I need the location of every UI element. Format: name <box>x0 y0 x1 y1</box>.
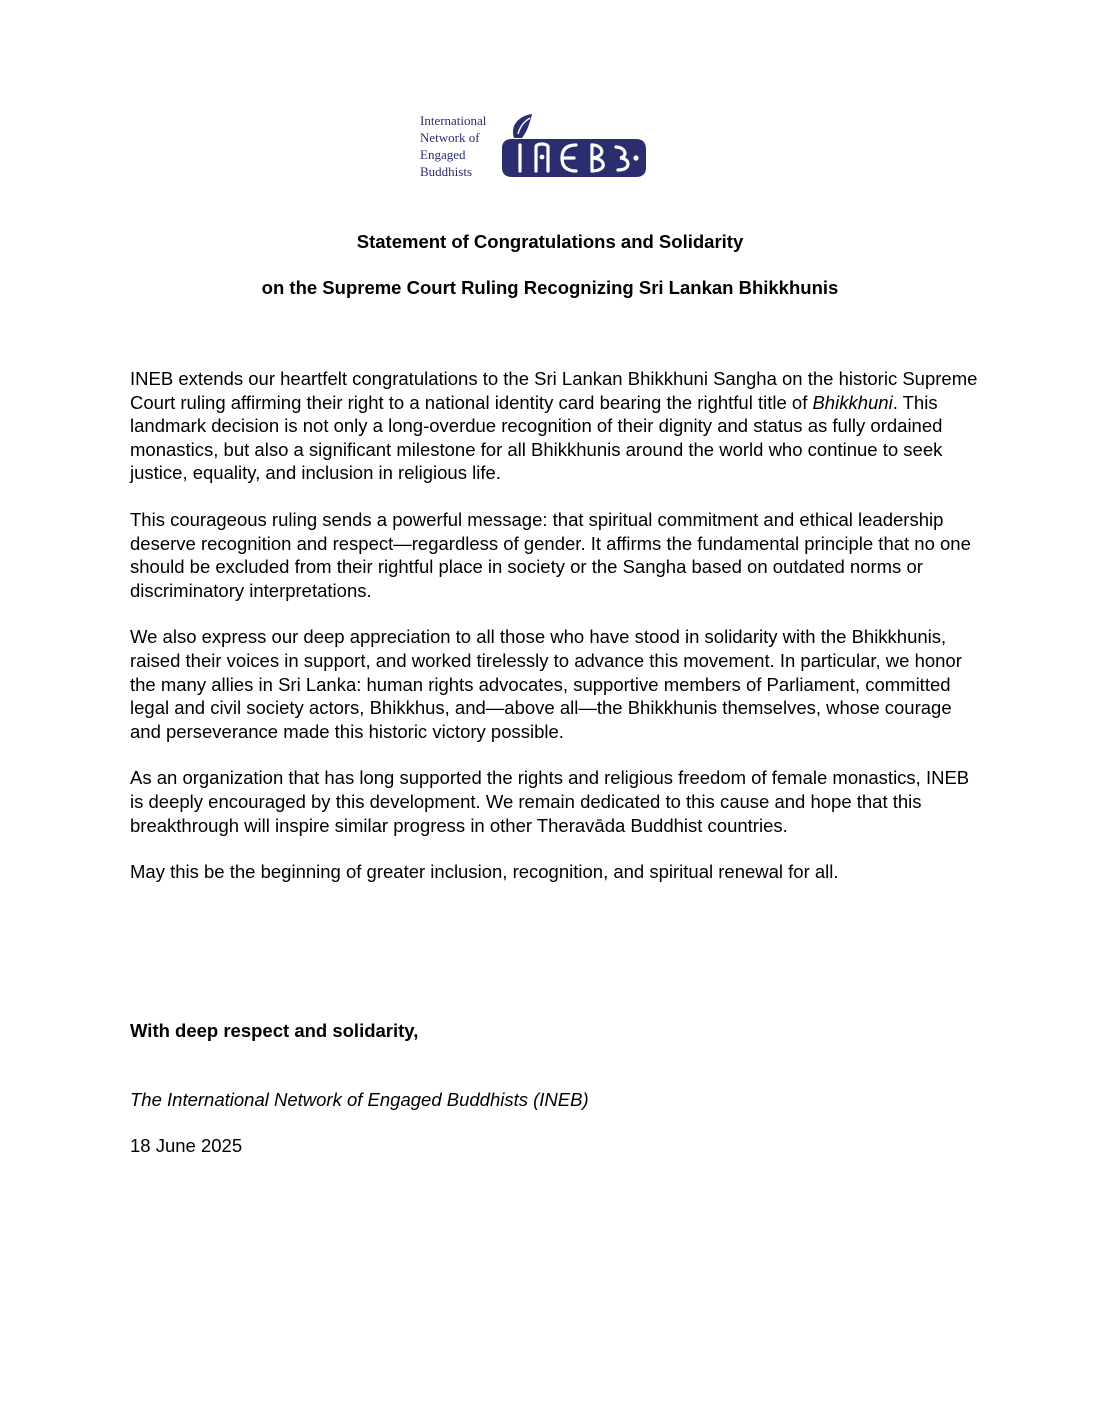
paragraph-1 <box>130 367 980 485</box>
logo-text-line: International <box>420 113 487 128</box>
logo-text-line: Buddhists <box>420 164 473 179</box>
ineb-emblem-icon <box>500 112 648 180</box>
logo-text-line: Engaged <box>420 147 466 162</box>
paragraph-5: May this be the beginning of greater inclusion, recognition, and spiritual renewal for all. <box>130 861 839 883</box>
signature: The International Network of Engaged Buddhists (INEB) <box>130 1089 589 1110</box>
statement-subtitle: on the Supreme Court Ruling Recognizing Sri Lankan Bhikkhunis <box>261 277 839 298</box>
paragraph-1-text-end: . This landmark decision is not only a long-overdue recognition of their dignity and status as fully ordained monastics, but also a significant milestone for all Bhikkhunis around the world who continue to seek justice, equality, and inclusion in religious life. <box>130 391 943 484</box>
bhikkhuni-emphasis: Bhikkhuni <box>812 391 893 413</box>
statement-date: 18 June 2025 <box>130 1135 243 1156</box>
ineb-logo <box>420 112 650 182</box>
paragraph-1-text-start: INEB extends our heartfelt congratulations to the Sri Lankan Bhikkhuni Sangha on the historic Supreme Court ruling affirming their right to a national identity card bearing the rightful title of <box>130 368 978 413</box>
statement-title: Statement of Congratulations and Solidarity <box>356 231 744 252</box>
paragraph-3: We also express our deep appreciation to all those who have stood in solidarity with the Bhikkhunis, raised their voices in support, and worked tirelessly to advance this movement. In particular, we honor the many allies in Sri Lanka: human rights advocates, supportive members of Parliament, committed legal and civil society actors, Bhikkhus, and—above all—the Bhikkhunis themselves, whose courage and perseverance made this historic victory possible. <box>130 626 962 742</box>
paragraph-4: As an organization that has long supported the rights and religious freedom of female monastics, INEB is deeply encouraged by this development. We remain dedicated to this cause and hope that this breakthrough will inspire similar progress in other Theravāda Buddhist countries. <box>130 767 970 836</box>
statement-body <box>130 367 980 907</box>
closing-line: With deep respect and solidarity, <box>130 1020 419 1041</box>
logo-text-line: Network of <box>420 130 480 145</box>
logo-wordmark <box>420 112 502 180</box>
paragraph-2: This courageous ruling sends a powerful message: that spiritual commitment and ethical leadership deserve recognition and respect—regardless of gender. It affirms the fundamental principle that no one should be excluded from their rightful place in society or the Sangha based on outdated norms or discriminatory interpretations. <box>130 508 971 601</box>
